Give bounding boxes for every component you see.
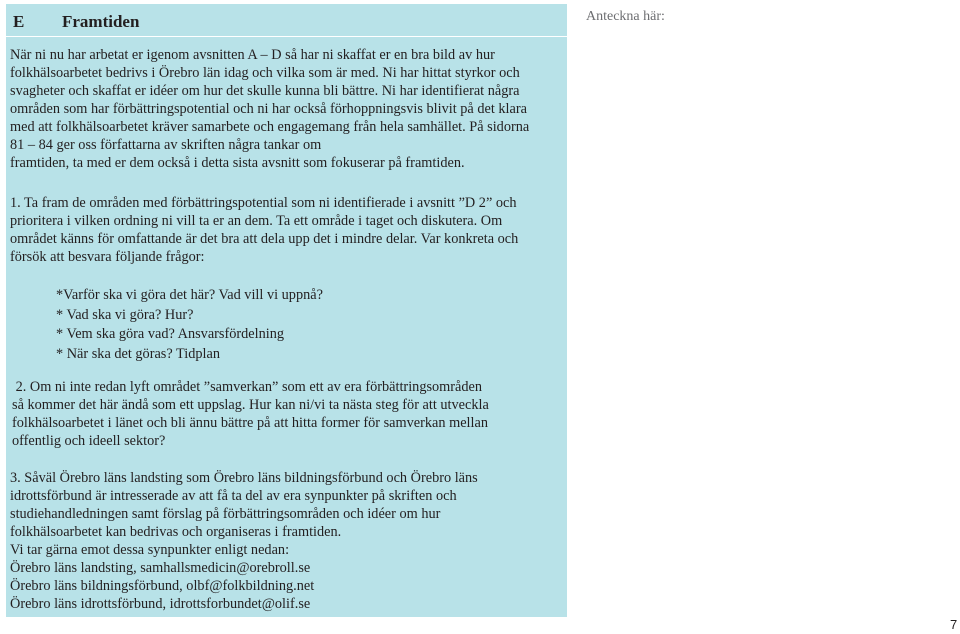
point-1-line: prioritera i vilken ordning ni vill ta er an dem. Ta ett område i taget och diskutera. Om	[10, 213, 503, 229]
notes-label: Anteckna här:	[586, 9, 665, 24]
intro-line: När ni nu har arbetat er igenom avsnitten A – D så har ni skaffat er en bra bild av hur	[10, 47, 495, 63]
intro-line: områden som har förbättringspotential och ni har också förhoppningsvis blivit på det klara	[10, 101, 527, 117]
point-3-paragraph	[10, 469, 567, 613]
question-item: * Vad ska vi göra? Hur?	[56, 306, 194, 323]
question-item: *Varför ska vi göra det här? Vad vill vi uppnå?	[56, 287, 323, 303]
intro-line: svagheter och skaffat er idéer om hur det skulle kunna bli bättre. Ni har identifierat några	[10, 83, 520, 99]
point-3-line: Vi tar gärna emot dessa synpunkter enligt nedan:	[10, 542, 290, 558]
intro-line: 81 – 84 ger oss författarna av skriften några tankar om	[10, 137, 322, 153]
section-panel	[6, 4, 567, 617]
point-2-line: 2. Om ni inte redan lyft området ”samverkan” som ett av era förbättringsområden	[12, 379, 483, 395]
intro-paragraph	[10, 46, 567, 172]
header-divider	[6, 36, 567, 37]
point-3-line: folkhälsoarbetet kan bedrivas och organiseras i framtiden.	[10, 524, 342, 540]
point-3-line: idrottsförbund är intresserade av att få ta del av era synpunkter på skriften och	[10, 488, 457, 504]
question-item: * När ska det göras? Tidplan	[56, 345, 220, 362]
point-2-line: folkhälsoarbetet i länet och bli ännu bättre på att hitta former för samverkan mellan	[12, 415, 488, 431]
point-1-paragraph	[10, 194, 567, 266]
point-1-line: försök att besvara följande frågor:	[10, 249, 205, 265]
point-3-line: 3. Såväl Örebro läns landsting som Örebro läns bildningsförbund och Örebro läns	[10, 470, 478, 486]
page-number: 7	[950, 617, 958, 632]
section-title: Framtiden	[62, 12, 140, 31]
section-letter: E	[13, 12, 25, 31]
question-list	[56, 286, 536, 364]
contact-idrottsforbund: Örebro läns idrottsförbund, idrottsforbundet@olif.se	[10, 596, 311, 612]
point-1-line: 1. Ta fram de områden med förbättringspotential som ni identifierade i avsnitt ”D 2” och	[10, 195, 517, 211]
point-2-line: offentlig och ideell sektor?	[12, 433, 166, 449]
point-2-line: så kommer det här ändå som ett uppslag. Hur kan ni/vi ta nästa steg för att utveckla	[12, 397, 489, 413]
point-3-line: studiehandledningen samt förslag på förbättringsområden och idéer om hur	[10, 506, 441, 522]
question-item: * Vem ska göra vad? Ansvarsfördelning	[56, 326, 285, 342]
intro-line: med att folkhälsoarbetet kräver samarbete och engagemang från hela samhället. På sidorna	[10, 119, 530, 135]
intro-line: folkhälsoarbetet bedrivs i Örebro län idag och vilka som är med. Ni har hittat styrkor och	[10, 65, 520, 81]
intro-line: framtiden, ta med er dem också i detta sista avsnitt som fokuserar på framtiden.	[10, 155, 465, 171]
point-2-paragraph	[12, 378, 569, 450]
contact-bildningsforbund: Örebro läns bildningsförbund, olbf@folkbildning.net	[10, 578, 315, 594]
point-1-line: området känns för omfattande är det bra att dela upp det i mindre delar. Var konkreta och	[10, 231, 519, 247]
contact-landsting: Örebro läns landsting, samhallsmedicin@orebroll.se	[10, 560, 311, 576]
